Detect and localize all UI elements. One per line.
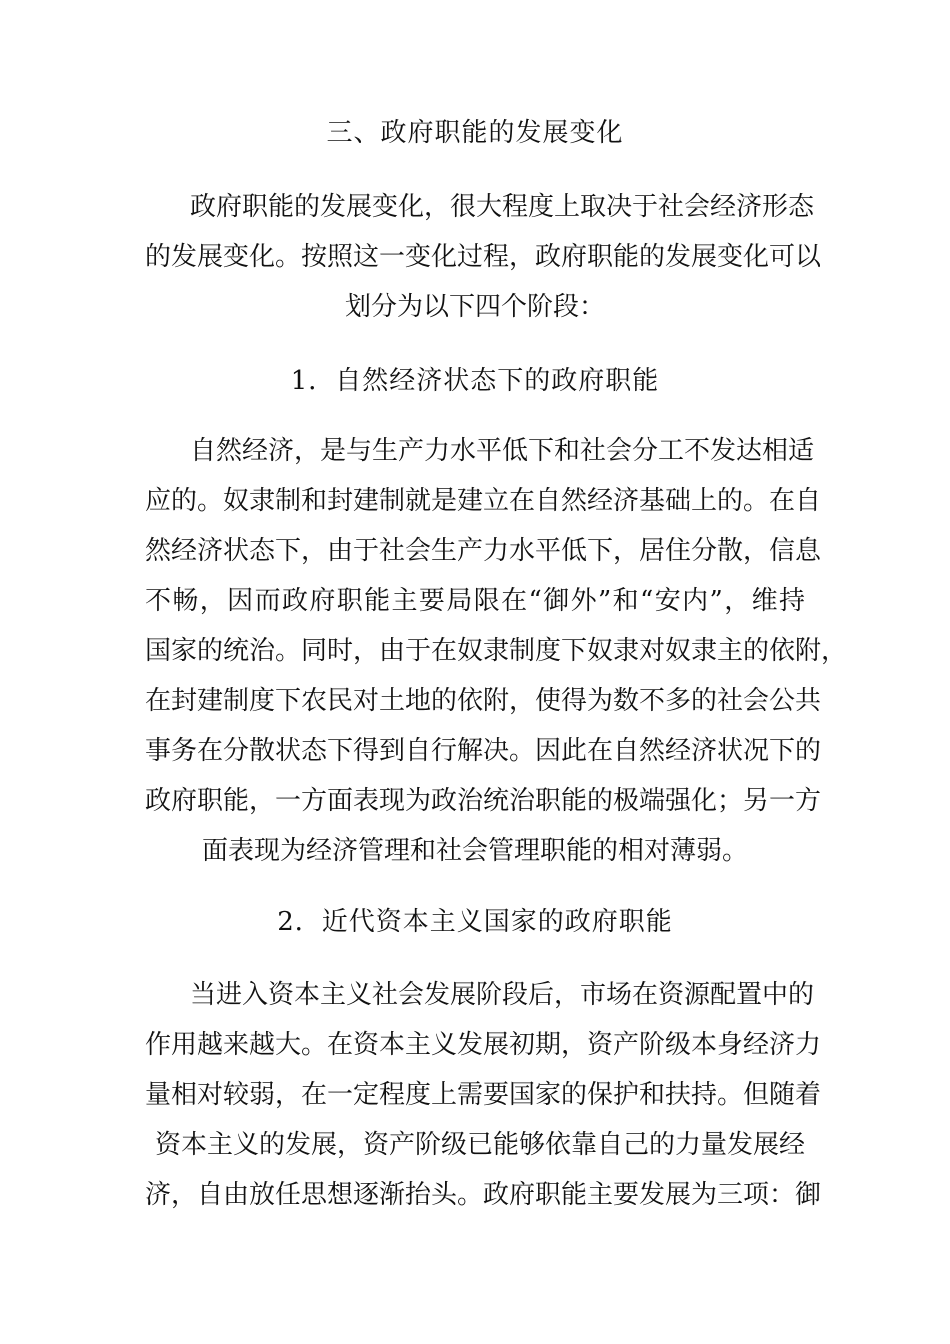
stage1-heading: 1．自然经济状态下的政府职能 <box>290 366 660 396</box>
paragraph-line: 量相对较弱，在一定程度上需要国家的保护和扶持。但随着 <box>145 1080 822 1110</box>
paragraph-line: 政府职能，一方面表现为政治统治职能的极端强化；另一方 <box>145 786 822 816</box>
paragraph-line: 面表现为经济管理和社会管理职能的相对薄弱。 <box>201 836 748 866</box>
paragraph-line: 济，自由放任思想逐渐抬头。政府职能主要发展为三项：御 <box>145 1180 822 1210</box>
paragraph-line: 政府职能的发展变化，很大程度上取决于社会经济形态 <box>190 192 815 222</box>
paragraph-line: 应的。奴隶制和封建制就是建立在自然经济基础上的。在自 <box>145 486 822 516</box>
paragraph-line: 资本主义的发展，资产阶级已能够依靠自己的力量发展经 <box>155 1130 806 1160</box>
paragraph-line: 国家的统治。同时，由于在奴隶制度下奴隶对奴隶主的依附， <box>145 636 848 666</box>
paragraph-line: 在封建制度下农民对土地的依附，使得为数不多的社会公共 <box>145 686 822 716</box>
paragraph-line: 当进入资本主义社会发展阶段后，市场在资源配置中的 <box>190 980 815 1010</box>
paragraph-line: 的发展变化。按照这一变化过程，政府职能的发展变化可以 <box>145 242 822 272</box>
stage2-heading: 2．近代资本主义国家的政府职能 <box>277 907 673 937</box>
paragraph-line: 划分为以下四个阶段： <box>344 292 605 322</box>
paragraph-line: 事务在分散状态下得到自行解决。因此在自然经济状况下的 <box>145 736 822 766</box>
section-title: 三、政府职能的发展变化 <box>326 118 624 148</box>
paragraph-line: 作用越来越大。在资本主义发展初期，资产阶级本身经济力 <box>145 1030 822 1060</box>
paragraph-line: 然经济状态下，由于社会生产力水平低下，居住分散，信息 <box>145 536 822 566</box>
paragraph-line: 自然经济，是与生产力水平低下和社会分工不发达相适 <box>190 436 815 466</box>
paragraph-line: 不畅，因而政府职能主要局限在“御外”和“安内”，维持 <box>145 586 805 616</box>
